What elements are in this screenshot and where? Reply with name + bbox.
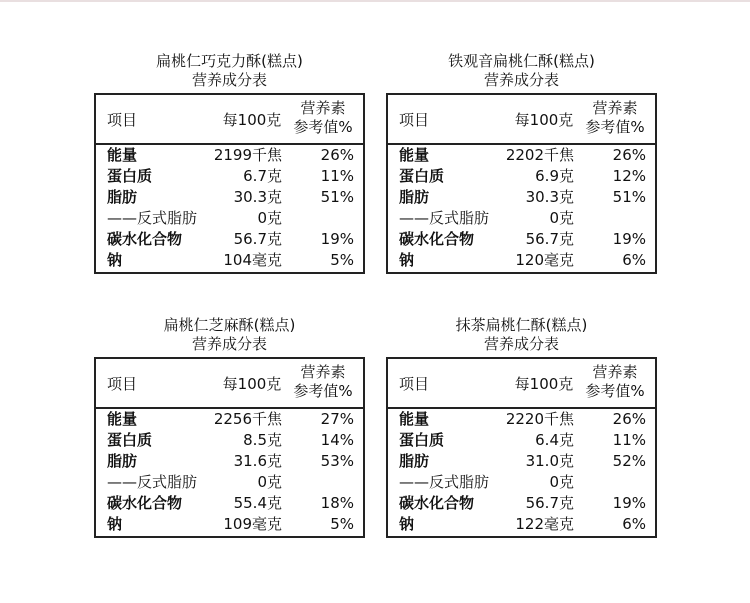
nutrition-table	[94, 93, 365, 274]
row-value: 30.3克	[233, 188, 282, 206]
row-value: 6.9克	[535, 167, 574, 185]
product-name: 扁桃仁芝麻酥(糕点)	[163, 316, 296, 334]
row-value: 122毫克	[515, 515, 574, 533]
row-value: 55.4克	[233, 494, 282, 512]
row-value: 2220千焦	[505, 410, 574, 428]
row-name: ——反式脂肪	[399, 473, 490, 491]
nutrition-table	[386, 93, 657, 274]
table-row-energy	[388, 409, 655, 430]
header-nrv-line2: 参考值%	[585, 118, 645, 136]
header-nrv	[580, 363, 650, 401]
row-nrv: 6%	[622, 515, 646, 533]
row-name: 能量	[107, 410, 138, 428]
row-value: 56.7克	[233, 230, 282, 248]
row-name: 能量	[107, 146, 138, 164]
table-row-carbohydrate	[388, 493, 655, 514]
table-row-fat	[388, 451, 655, 472]
row-name: 脂肪	[107, 452, 138, 470]
nutrition-table	[94, 357, 365, 538]
nutrition-panel-almond-chocolate	[94, 52, 365, 269]
header-item: 项目	[107, 111, 138, 129]
row-name: 蛋白质	[107, 431, 153, 449]
table-header	[388, 359, 655, 409]
row-nrv: 27%	[320, 410, 354, 428]
row-name: 蛋白质	[399, 431, 445, 449]
row-value: 56.7克	[525, 494, 574, 512]
product-name: 铁观音扁桃仁酥(糕点)	[448, 52, 595, 70]
table-row-trans-fat	[388, 208, 655, 229]
panel-title	[386, 316, 657, 354]
table-row-fat	[96, 187, 363, 208]
table-row-protein	[388, 166, 655, 187]
panel-title	[94, 316, 365, 354]
row-nrv: 26%	[612, 146, 646, 164]
row-nrv: 26%	[612, 410, 646, 428]
row-nrv: 19%	[612, 494, 646, 512]
header-nrv-line1: 营养素	[592, 99, 638, 117]
row-nrv: 11%	[612, 431, 646, 449]
header-per-100g: 每100克	[514, 375, 574, 393]
row-name: 钠	[399, 251, 415, 269]
top-divider	[0, 0, 750, 2]
table-row-sodium	[96, 250, 363, 271]
row-value: 8.5克	[243, 431, 282, 449]
table-header	[96, 359, 363, 409]
row-value: 109毫克	[223, 515, 282, 533]
row-nrv: 53%	[320, 452, 354, 470]
header-nrv	[580, 99, 650, 137]
header-item: 项目	[107, 375, 138, 393]
row-nrv: 5%	[330, 515, 354, 533]
table-row-trans-fat	[388, 472, 655, 493]
row-value: 6.7克	[243, 167, 282, 185]
table-caption: 营养成分表	[483, 71, 559, 89]
row-value: 2199千焦	[213, 146, 282, 164]
header-nrv-line1: 营养素	[300, 363, 346, 381]
table-row-energy	[96, 409, 363, 430]
row-nrv: 51%	[320, 188, 354, 206]
row-name: 脂肪	[107, 188, 138, 206]
header-nrv-line1: 营养素	[592, 363, 638, 381]
table-caption: 营养成分表	[191, 335, 267, 353]
header-per-100g: 每100克	[222, 375, 282, 393]
header-per-100g: 每100克	[514, 111, 574, 129]
table-row-fat	[388, 187, 655, 208]
row-name: ——反式脂肪	[107, 473, 198, 491]
row-value: 2256千焦	[213, 410, 282, 428]
row-nrv: 12%	[612, 167, 646, 185]
row-name: 钠	[107, 515, 123, 533]
row-value: 0克	[257, 473, 282, 491]
table-row-protein	[96, 166, 363, 187]
table-row-sodium	[388, 514, 655, 535]
table-row-trans-fat	[96, 472, 363, 493]
nutrition-table	[386, 357, 657, 538]
row-value: 31.0克	[525, 452, 574, 470]
row-nrv: 19%	[320, 230, 354, 248]
table-row-carbohydrate	[96, 229, 363, 250]
header-nrv-line1: 营养素	[300, 99, 346, 117]
row-value: 6.4克	[535, 431, 574, 449]
row-nrv: 52%	[612, 452, 646, 470]
row-value: 120毫克	[515, 251, 574, 269]
row-name: 钠	[399, 515, 415, 533]
panel-title	[386, 52, 657, 90]
header-per-100g: 每100克	[222, 111, 282, 129]
row-nrv: 6%	[622, 251, 646, 269]
row-name: 能量	[399, 410, 430, 428]
header-nrv	[288, 363, 358, 401]
row-nrv: 5%	[330, 251, 354, 269]
row-nrv: 26%	[320, 146, 354, 164]
row-name: 蛋白质	[107, 167, 153, 185]
table-caption: 营养成分表	[483, 335, 559, 353]
row-value: 30.3克	[525, 188, 574, 206]
row-name: 脂肪	[399, 188, 430, 206]
panel-title	[94, 52, 365, 90]
table-row-sodium	[388, 250, 655, 271]
header-nrv	[288, 99, 358, 137]
table-row-fat	[96, 451, 363, 472]
product-name: 抹茶扁桃仁酥(糕点)	[455, 316, 588, 334]
table-row-trans-fat	[96, 208, 363, 229]
row-name: 碳水化合物	[107, 494, 183, 512]
nutrition-panel-tieguanyin-almond	[386, 52, 657, 269]
header-item: 项目	[399, 375, 430, 393]
row-value: 104毫克	[223, 251, 282, 269]
row-value: 0克	[549, 209, 574, 227]
table-header	[96, 95, 363, 145]
row-name: 脂肪	[399, 452, 430, 470]
row-value: 31.6克	[233, 452, 282, 470]
table-row-carbohydrate	[388, 229, 655, 250]
row-name: ——反式脂肪	[399, 209, 490, 227]
row-value: 2202千焦	[505, 146, 574, 164]
table-row-sodium	[96, 514, 363, 535]
row-value: 0克	[549, 473, 574, 491]
row-name: 能量	[399, 146, 430, 164]
row-name: 碳水化合物	[399, 230, 475, 248]
table-row-energy	[96, 145, 363, 166]
header-nrv-line2: 参考值%	[293, 118, 353, 136]
table-row-protein	[96, 430, 363, 451]
row-nrv: 18%	[320, 494, 354, 512]
row-value: 0克	[257, 209, 282, 227]
row-name: 碳水化合物	[399, 494, 475, 512]
table-row-protein	[388, 430, 655, 451]
table-row-carbohydrate	[96, 493, 363, 514]
row-nrv: 14%	[320, 431, 354, 449]
table-header	[388, 95, 655, 145]
product-name: 扁桃仁巧克力酥(糕点)	[156, 52, 303, 70]
nutrition-panel-almond-sesame	[94, 316, 365, 533]
row-nrv: 11%	[320, 167, 354, 185]
row-nrv: 19%	[612, 230, 646, 248]
row-name: 钠	[107, 251, 123, 269]
row-name: 碳水化合物	[107, 230, 183, 248]
row-nrv: 51%	[612, 188, 646, 206]
row-name: ——反式脂肪	[107, 209, 198, 227]
row-name: 蛋白质	[399, 167, 445, 185]
header-item: 项目	[399, 111, 430, 129]
header-nrv-line2: 参考值%	[585, 382, 645, 400]
table-caption: 营养成分表	[191, 71, 267, 89]
table-row-energy	[388, 145, 655, 166]
nutrition-panel-matcha-almond	[386, 316, 657, 533]
row-value: 56.7克	[525, 230, 574, 248]
header-nrv-line2: 参考值%	[293, 382, 353, 400]
